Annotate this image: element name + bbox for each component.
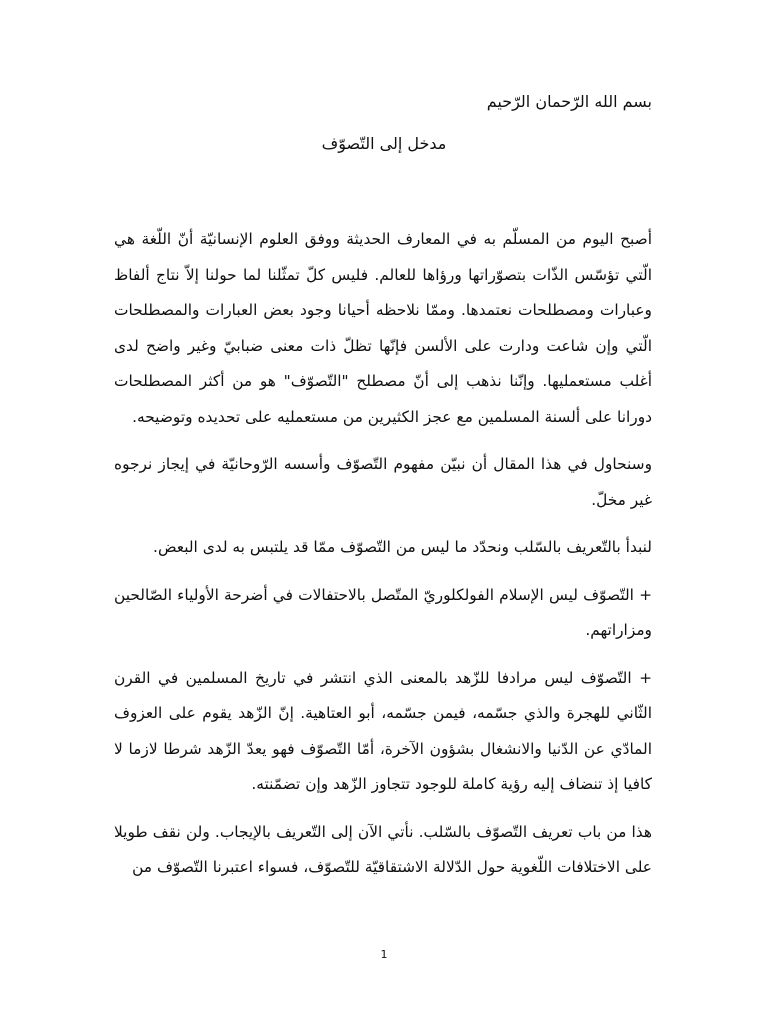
- document-title: مدخل إلى التّصوّف: [321, 134, 447, 153]
- basmala: بسم الله الرّحمان الرّحيم: [486, 92, 652, 111]
- paragraph: هذا من باب تعريف التّصوّف بالسّلب. نأتي الآن إلى التّعريف بالإيجاب. ولن نقف طويلا على الاختلافات اللّغوية حول الدّلالة الاشتقاقيّة للتّصوّف، فسواء اعتبرنا التّصوّف من: [114, 822, 652, 876]
- paragraph: أصبح اليوم من المسلّم به في المعارف الحديثة ووفق العلوم الإنسانيّة أنّ اللّغة هي الّتي تؤسّس الذّات بتصوّراتها ورؤاها للعالم. فليس كلّ تمثّلنا لما حولنا إلاّ نتاج ألفاظ وعبارات ومصطلحات نعتمدها. وممّا نلاحظه أحيانا وجود بعض العبارات والمصطلحات الّتي وإن شاعت ودارت على الألسن فإنّها تظلّ ذات معنى ضبابيّ وغير واضح لدى أغلب مستعمليها. وإنّنا نذهب إلى أنّ مصطلح "التّصوّف" هو من أكثر المصطلحات دورانا على ألسنة المسلمين مع عجز الكثيرين من مستعمليه على تحديده وتوضيحه.: [114, 230, 652, 426]
- paragraph: + التّصوّف ليس مرادفا للزّهد بالمعنى الذي انتشر في تاريخ المسلمين في القرن الثّاني للهجرة والذي جسّمه، فيمن جسّمه، أبو العتاهية. إنّ الزّهد يقوم على العزوف المادّي عن الدّنيا والانشغال بشؤون الآخرة، أمّا التّصوّف فهو يعدّ الزّهد شرطا لازما لا كافيا إذ تنضاف إليه رؤية كاملة للوجود تتجاوز الزّهد وإن تضمّنته.: [114, 668, 652, 793]
- document-body: [114, 222, 652, 898]
- paragraph: وسنحاول في هذا المقال أن نبيّن مفهوم التّصوّف وأسسه الرّوحانيّة في إيجاز نرجوه غير مخلّ.: [114, 455, 652, 509]
- paragraph: لنبدأ بالتّعريف بالسّلب ونحدّد ما ليس من التّصوّف ممّا قد يلتبس به لدى البعض.: [153, 538, 652, 556]
- paragraph: + التّصوّف ليس الإسلام الفولكلوريّ المتّصل بالاحتفالات في أضرحة الأولياء الصّالحين ومزاراتهم.: [114, 585, 652, 639]
- page-number: 1: [380, 948, 388, 961]
